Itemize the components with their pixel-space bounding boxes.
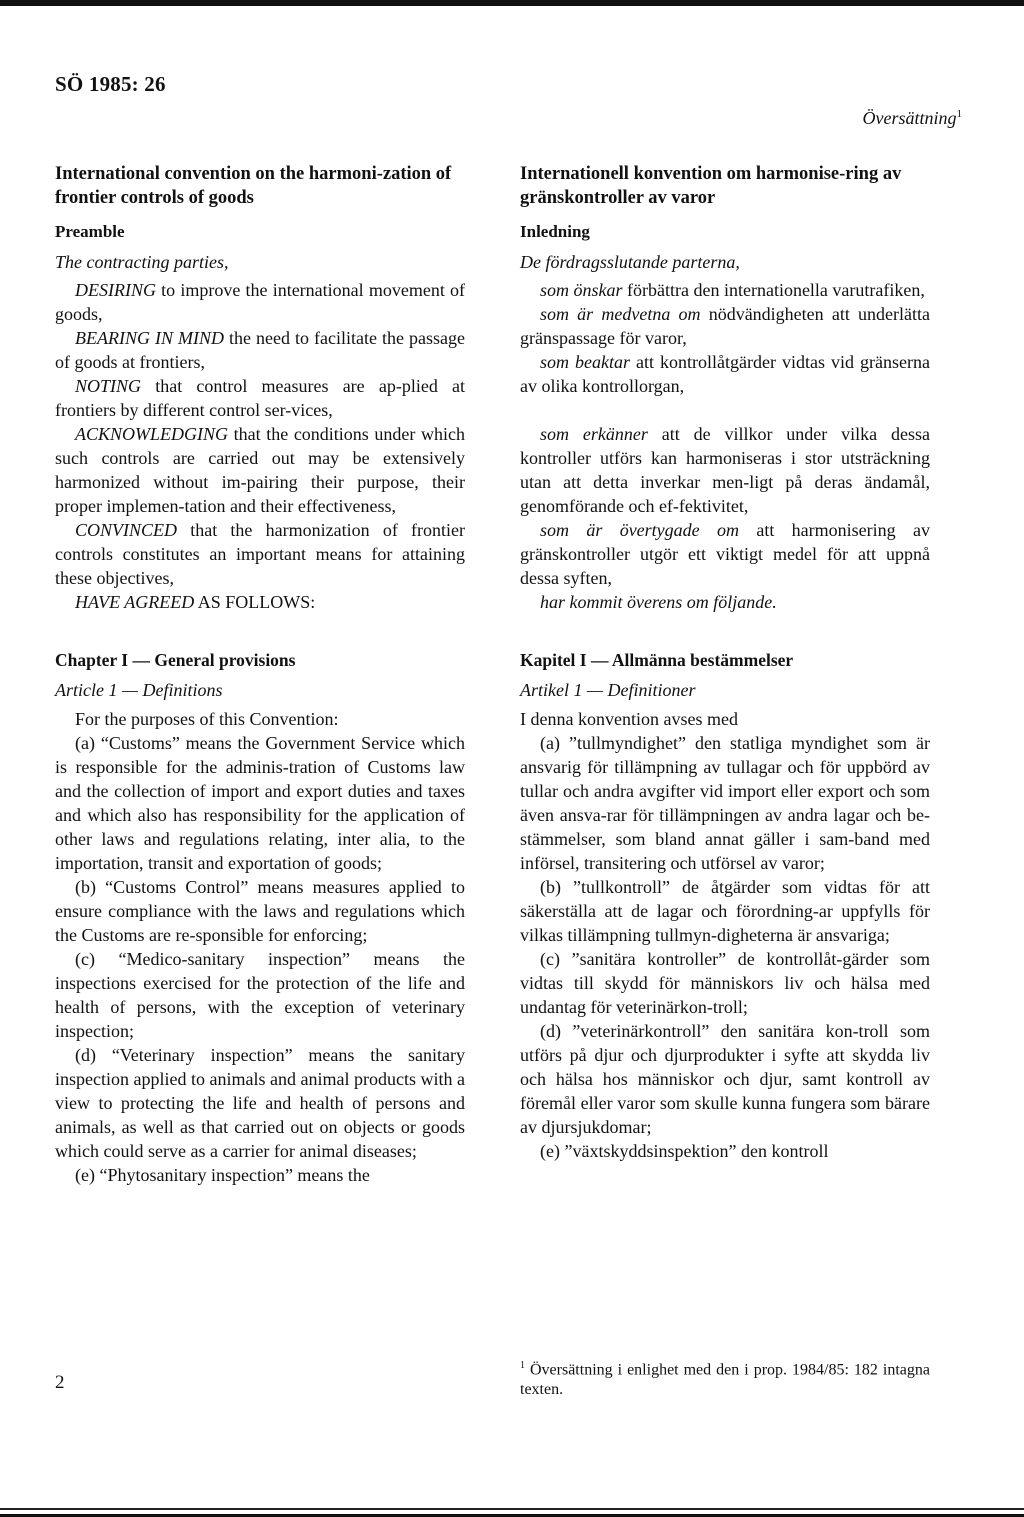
english-clause: CONVINCED that the harmonization of frontier controls constitutes an important means for attaining these objectives, — [55, 520, 465, 588]
english-clause: DESIRING to improve the international movement of goods, — [55, 280, 465, 324]
english-clause: ACKNOWLEDGING that the conditions under which such controls are carried out may be extensively harmonized without im-pairing their purpose, their proper implemen-tation and their effectiveness, — [55, 424, 465, 516]
english-definition: (e) “Phytosanitary inspection” means the — [75, 1165, 370, 1185]
page-number: 2 — [55, 1372, 65, 1393]
swedish-article-heading: Artikel 1 — Definitioner — [520, 680, 696, 700]
english-clause: BEARING IN MIND the need to facilitate the passage of goods at frontiers, — [55, 328, 465, 372]
english-article-intro: For the purposes of this Convention: — [75, 709, 339, 729]
swedish-definition: (e) ”växtskyddsinspektion” den kontroll — [540, 1141, 829, 1161]
swedish-definition: (b) ”tullkontroll” de åtgärder som vidtas för att säkerställa att de lagar och förordning-ar uppfylls för vilkas tillämpning tullmyn-digheterna är ansvariga; — [520, 877, 930, 945]
swedish-definition: (d) ”veterinärkontroll” den sanitära kon-troll som utförs på djur och djurprodukter i syfte att skydda liv och hälsa hos människor och djur, samt kontroll av föremål eller varor som skulle kunna fungera som bärare av djursjukdomar; — [520, 1021, 930, 1137]
swedish-definition: (a) ”tullmyndighet” den statliga myndighet som är ansvarig för tillämpning av tullagar och för uppbörd av tullar och andra avgifter vid import eller export och som även ansva-rar för tillämpningen av andra lagar och be-stämmelser, som bland annat gäller i sam-band med införsel, transitering och utförsel av varor; — [520, 733, 930, 873]
english-chapter-heading: Chapter I — General provisions — [55, 650, 296, 670]
english-definition: (b) “Customs Control” means measures applied to ensure compliance with the laws and regulations which the Customs are re-sponsible for enforcing; — [55, 877, 465, 945]
swedish-clause: som beaktar att kontrollåtgärder vidtas vid gränserna av olika kontrollorgan, — [520, 352, 930, 396]
english-intro: The contracting parties, — [55, 252, 229, 272]
scan-bottom-line — [0, 1508, 1024, 1510]
swedish-preamble-heading: Inledning — [520, 222, 590, 241]
swedish-clause: som är övertygade om att harmonisering av gränskontroller utgör ett viktigt medel för att uppnå dessa syften, — [520, 520, 930, 588]
swedish-intro: De fördragsslutande parterna, — [520, 252, 740, 272]
english-definition: (c) “Medico-sanitary inspection” means the inspections exercised for the protection of the life and health of persons, with the exception of veterinary inspection; — [55, 949, 465, 1041]
swedish-clause: som är medvetna om nödvändigheten att underlätta gränspassage för varor, — [520, 304, 930, 348]
swedish-column — [520, 162, 930, 1163]
english-preamble-heading: Preamble — [55, 222, 125, 241]
english-agreed: HAVE AGREED AS FOLLOWS: — [75, 592, 316, 612]
swedish-clause: som erkänner att de villkor under vilka dessa kontroller utförs kan harmoniseras i stor utsträckning utan att detta inverkar men-ligt på deras ändamål, genomförande och ef-fektivitet, — [520, 424, 930, 516]
english-column — [55, 162, 465, 1187]
footnote: $^1$ Översättning i enlighet med den i prop. 1984/85: 182 intagna texten. — [520, 1360, 930, 1399]
swedish-title: Internationell konvention om harmonise-ring av gränskontroller av varor — [520, 164, 902, 208]
swedish-definition: (c) ”sanitära kontroller” de kontrollåt-gärder som vidtas till skydd för människors liv och hälsa med undantag för veterinärkon-troll; — [520, 949, 930, 1017]
english-title: International convention on the harmoni-zation of frontier controls of goods — [55, 164, 452, 208]
swedish-article-intro: I denna konvention avses med — [520, 709, 738, 729]
english-article-heading: Article 1 — Definitions — [55, 680, 223, 700]
swedish-clause: som önskar förbättra den internationella varutrafiken, — [540, 280, 925, 300]
scan-top-edge — [0, 0, 1024, 6]
translation-label: Översättning$^1$ — [862, 108, 962, 128]
document-id: SÖ 1985: 26 — [55, 72, 166, 96]
english-definition: (d) “Veterinary inspection” means the sanitary inspection applied to animals and animal products with a view to protecting the life and health of persons and animals, as well as that carried out on objects or goods which could serve as a carrier for animal diseases; — [55, 1045, 465, 1161]
swedish-agreed: har kommit överens om följande. — [540, 592, 777, 612]
english-definition: (a) “Customs” means the Government Service which is responsible for the adminis-tration of Customs law and the collection of import and export duties and taxes and which also has responsibility for the application of other laws and regulations relating, inter alia, to the importation, transit and exportation of goods; — [55, 733, 465, 873]
swedish-chapter-heading: Kapitel I — Allmänna bestämmelser — [520, 650, 794, 670]
english-clause: NOTING that control measures are ap-plied at frontiers by different control ser-vices, — [55, 376, 465, 420]
